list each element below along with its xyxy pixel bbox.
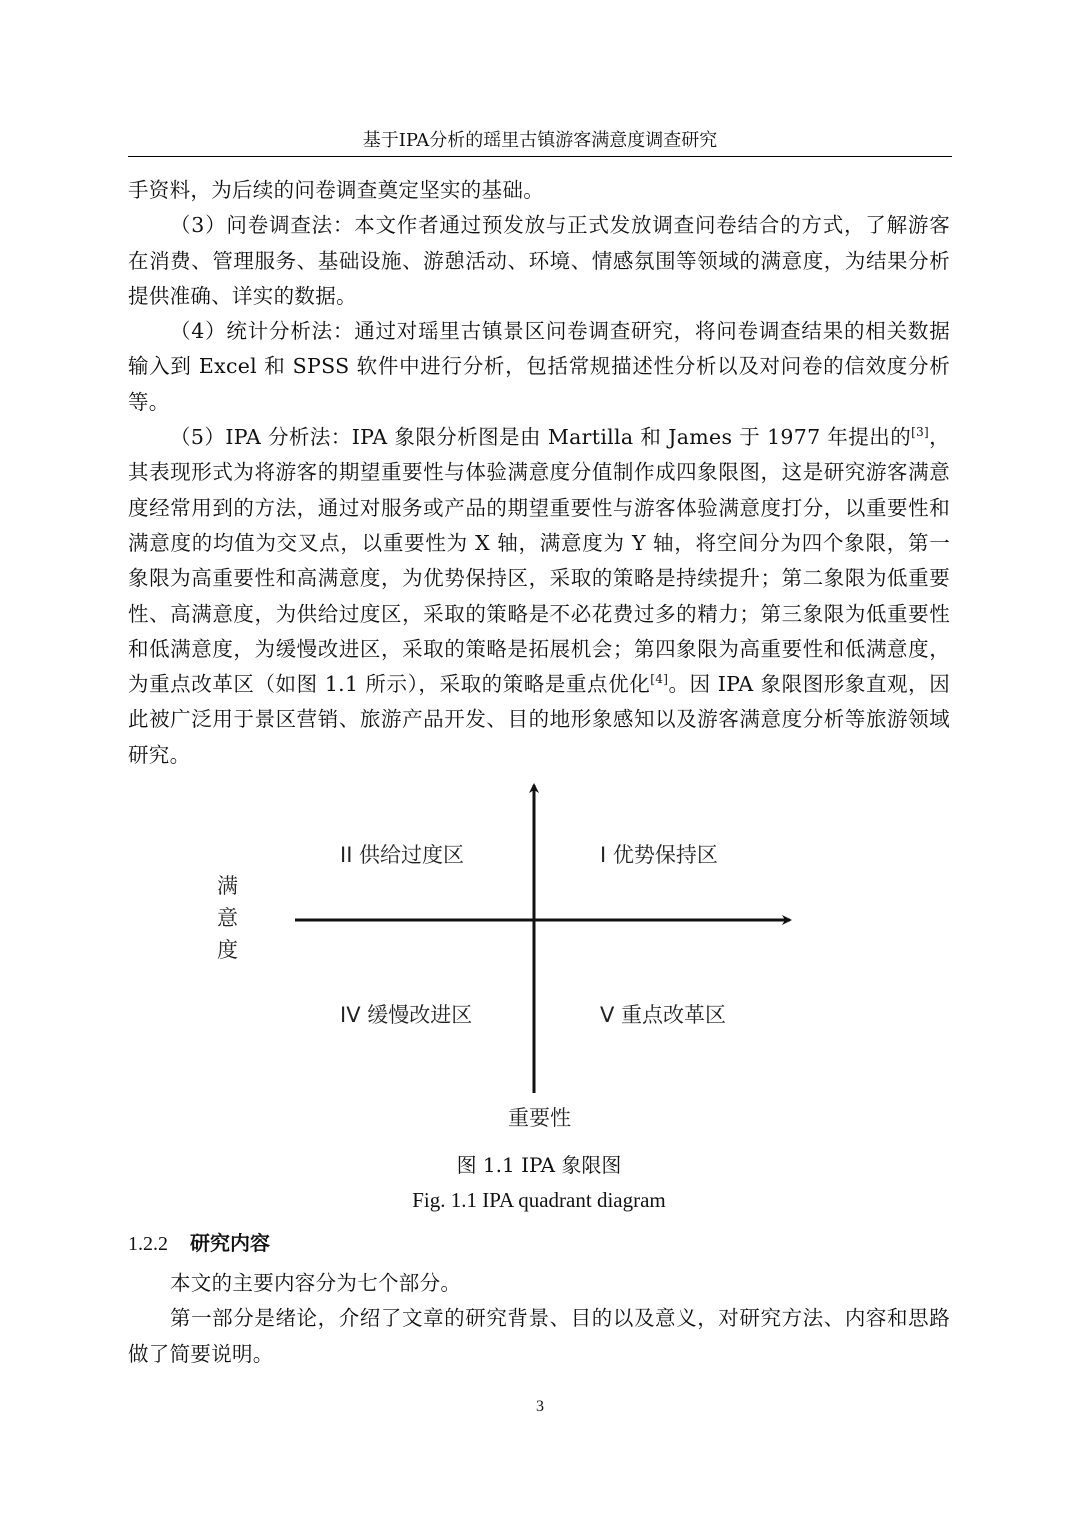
y-axis-label-char-1: 满	[217, 874, 238, 898]
citation-4: [4]	[650, 672, 669, 687]
running-header: 基于IPA分析的瑶里古镇游客满意度调查研究	[362, 130, 718, 151]
ipa-text-part1: （5）IPA 分析法：IPA 象限分析图是由 Martilla 和 James 于 1977 年提出的	[170, 425, 912, 450]
ipa-text-part2: ，其表现形式为将游客的期望重要性与体验满意度分值制作成四象限图，这是研究游客满意度经常用到的方法，通过对服务或产品的期望重要性与游客体验满意度打分，以重要性和满意度的均值为交叉点，以重要性为 X 轴，满意度为 Y 轴，将空间分为四个象限，第一象限为高重要性和高满意度，为优势保持区，采取的策略是持续提升；第二象限为低重要性、高满意度，为供给过度区，采取的策略是不必花费过多的精力；第三象限为低重要性和低满意度，为缓慢改进区，采取的策略是拓展机会；第四象限为高重要性和低满意度，为重点改革区（如图 1.1 所示），采取的策略是重点优化	[128, 425, 950, 697]
body-text-section	[128, 1266, 950, 1372]
y-axis-label-char-3: 度	[217, 938, 238, 962]
ipa-quadrant-figure	[200, 775, 820, 1145]
ipa-text-part3: 。因 IPA 象限图形象直观，因此被广泛用于景区营销、旅游产品开发、目的地形象感知以及游客满意度分析等旅游领域研究。	[128, 672, 950, 767]
header-rule	[128, 156, 952, 157]
x-axis-label: 重要性	[508, 1106, 571, 1130]
figure-caption-en: Fig. 1.1 IPA quadrant diagram	[412, 1188, 666, 1212]
ipa-quadrant-diagram	[200, 775, 820, 1145]
section-title: 研究内容	[190, 1231, 270, 1255]
quadrant-3-label: IV 缓慢改进区	[340, 1003, 473, 1027]
quadrant-2-label: II 供给过度区	[340, 843, 465, 867]
quadrant-1-label: I 优势保持区	[600, 843, 718, 867]
y-axis-label-char-2: 意	[217, 906, 238, 930]
page-number: 3	[536, 1398, 544, 1415]
citation-3: [3]	[911, 425, 930, 440]
paragraph-contents-intro: 本文的主要内容分为七个部分。	[170, 1271, 462, 1295]
paragraph-continuation: 手资料，为后续的问卷调查奠定坚实的基础。	[128, 178, 544, 202]
body-text	[128, 173, 950, 773]
quadrant-4-label: V 重点改革区	[600, 1003, 727, 1027]
section-number: 1.2.2	[128, 1233, 168, 1255]
section-heading	[128, 1228, 270, 1259]
paragraph-questionnaire-method: （3）问卷调查法：本文作者通过预发放与正式发放调查问卷结合的方式，了解游客在消费、管理服务、基础设施、游憩活动、环境、情感氛围等领域的满意度，为结果分析提供准确、详实的数据。	[128, 213, 950, 308]
paragraph-ipa-method	[128, 420, 950, 773]
figure-caption-cn: 图 1.1 IPA 象限图	[456, 1153, 622, 1177]
paragraph-statistical-method: （4）统计分析法：通过对瑶里古镇景区问卷调查研究，将问卷调查结果的相关数据输入到 Excel 和 SPSS 软件中进行分析，包括常规描述性分析以及对问卷的信效度分析等。	[128, 319, 950, 414]
paragraph-part-one: 第一部分是绪论，介绍了文章的研究背景、目的以及意义，对研究方法、内容和思路做了简要说明。	[128, 1306, 950, 1366]
